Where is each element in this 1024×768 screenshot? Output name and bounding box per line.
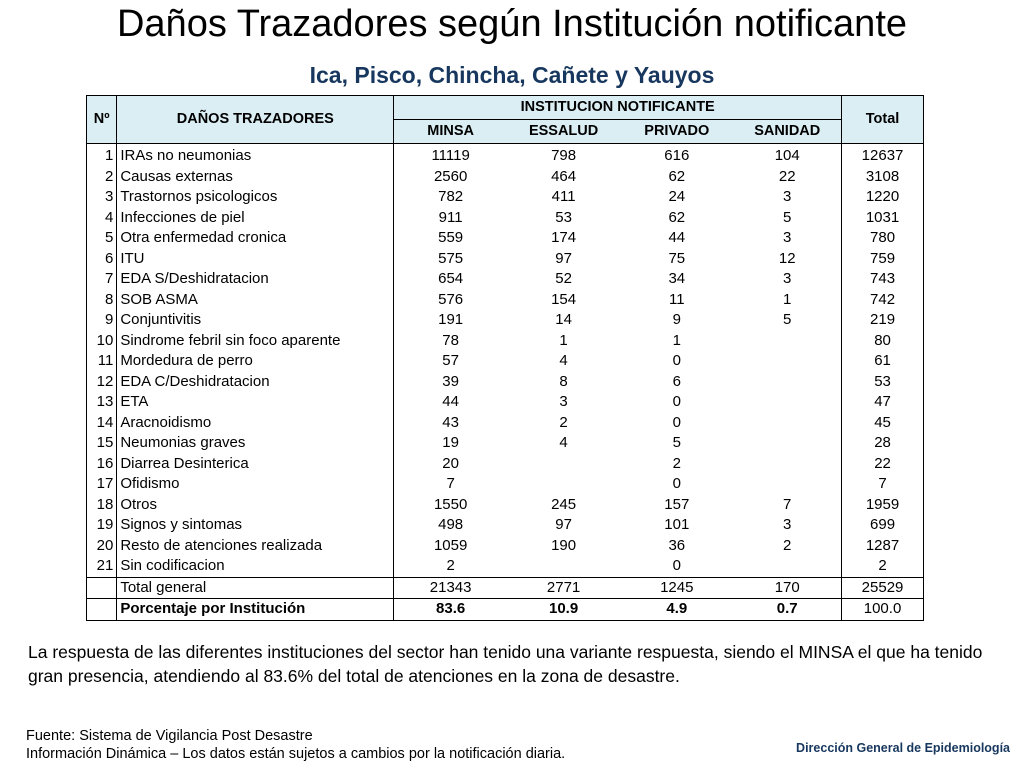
percent-total: 100.0	[842, 599, 924, 621]
total-privado: 1245	[620, 577, 733, 599]
row-name: EDA C/Deshidratacion	[117, 372, 394, 393]
row-essalud: 8	[559, 372, 568, 390]
row-privado: 0	[672, 475, 681, 492]
row-sanidad: 7	[783, 495, 792, 513]
table-row	[87, 167, 924, 188]
row-total: 3108	[842, 167, 924, 188]
row-sanidad	[733, 413, 841, 434]
percent-label: Porcentaje por Institución	[117, 599, 394, 621]
summary-paragraph: La respuesta de las diferentes instituciones del sector han tenido una variante respuesta, siendo el MINSA el que ha tenido gran presencia, atendiendo al 83.6% del total de atenciones en la zona de desastre.	[28, 642, 983, 686]
row-name: Neumonias graves	[117, 433, 394, 454]
percent-num-cell	[87, 599, 117, 621]
row-minsa: 2560	[433, 167, 468, 185]
percent-essalud: 10.9	[507, 599, 620, 621]
table-row	[87, 144, 924, 167]
row-number: 21	[87, 556, 117, 577]
row-total: 1287	[842, 536, 924, 557]
row-sanidad: 3	[783, 516, 792, 533]
row-number: 8	[87, 290, 117, 311]
row-sanidad: 104	[774, 147, 800, 164]
row-minsa: 57	[442, 352, 459, 369]
row-sanidad: 3	[783, 270, 792, 287]
total-minsa: 21343	[394, 577, 507, 599]
row-minsa: 7	[446, 475, 455, 492]
row-essalud: 1	[559, 331, 568, 349]
row-minsa: 19	[442, 434, 459, 451]
table-row	[87, 249, 924, 270]
row-essalud: 411	[551, 188, 576, 205]
table-row	[87, 290, 924, 311]
row-number: 6	[87, 249, 117, 270]
percent-row	[87, 599, 924, 621]
row-name: Sin codificacion	[117, 556, 394, 577]
row-privado: 5	[672, 434, 681, 451]
row-total: 45	[842, 413, 924, 434]
row-sanidad: 3	[783, 229, 792, 246]
row-name: Mordedura de perro	[117, 351, 394, 372]
source-note	[26, 727, 565, 763]
row-number: 14	[87, 413, 117, 434]
total-general-row	[87, 577, 924, 599]
table-row	[87, 495, 924, 516]
row-minsa: 576	[438, 290, 464, 308]
row-minsa: 39	[442, 372, 459, 390]
row-essalud: 14	[555, 311, 572, 328]
row-total: 53	[842, 372, 924, 393]
row-total: 699	[842, 515, 924, 536]
row-number: 10	[87, 331, 117, 352]
header-num: Nº	[87, 96, 117, 144]
danos-table	[86, 95, 924, 621]
page-title: Daños Trazadores según Institución notificante	[116, 3, 908, 45]
header-total: Total	[842, 96, 924, 144]
row-name: Aracnoidismo	[117, 413, 394, 434]
table-row	[87, 208, 924, 229]
row-total: 780	[842, 228, 924, 249]
header-name: DAÑOS TRAZADORES	[117, 96, 394, 144]
row-minsa: 44	[442, 393, 459, 410]
row-essalud: 154	[551, 290, 577, 308]
row-minsa: 1550	[433, 495, 468, 513]
row-name: Signos y sintomas	[117, 515, 394, 536]
row-name: Resto de atenciones realizada	[117, 536, 394, 557]
header-essalud: ESSALUD	[507, 120, 620, 144]
total-sanidad: 170	[733, 577, 841, 599]
row-sanidad: 1	[783, 290, 792, 308]
row-number: 18	[87, 495, 117, 516]
row-name: ITU	[117, 249, 394, 270]
row-total: 28	[842, 433, 924, 454]
row-number: 20	[87, 536, 117, 557]
table-row	[87, 269, 924, 290]
row-privado: 75	[668, 249, 686, 267]
row-name: Otros	[117, 495, 394, 516]
organization-name: Dirección General de Epidemiología	[796, 741, 1010, 755]
row-minsa: 11119	[431, 147, 470, 164]
row-privado: 1	[672, 331, 681, 349]
row-sanidad	[733, 556, 841, 577]
row-essalud: 97	[555, 249, 572, 267]
row-essalud: 190	[551, 536, 577, 554]
row-essalud: 464	[551, 167, 577, 185]
row-total: 61	[842, 351, 924, 372]
row-essalud: 2	[559, 413, 568, 431]
row-total: 1031	[842, 208, 924, 229]
row-name: Ofidismo	[117, 474, 394, 495]
percent-sanidad: 0.7	[733, 599, 841, 621]
row-sanidad	[733, 372, 841, 393]
row-privado: 34	[668, 270, 686, 287]
page-subtitle: Ica, Pisco, Chincha, Cañete y Yauyos	[309, 62, 715, 88]
row-total: 1220	[842, 187, 924, 208]
table-row	[87, 351, 924, 372]
row-minsa: 654	[438, 270, 464, 287]
row-essalud	[507, 556, 620, 577]
row-number: 4	[87, 208, 117, 229]
row-name: Otra enfermedad cronica	[117, 228, 394, 249]
table-row	[87, 392, 924, 413]
table-row	[87, 413, 924, 434]
table-row	[87, 474, 924, 495]
row-minsa: 575	[438, 249, 464, 267]
row-minsa: 2	[394, 556, 507, 577]
row-privado: 101	[664, 516, 690, 533]
table-row	[87, 536, 924, 557]
row-minsa: 911	[438, 208, 463, 226]
row-sanidad: 22	[778, 167, 796, 185]
row-privado: 62	[668, 167, 686, 185]
row-number: 3	[87, 187, 117, 208]
row-name: ETA	[117, 392, 394, 413]
table-row	[87, 515, 924, 536]
row-essalud: 4	[559, 434, 568, 451]
row-privado: 0	[672, 413, 681, 431]
row-minsa: 78	[442, 331, 459, 349]
row-name: Infecciones de piel	[117, 208, 394, 229]
row-essalud: 53	[555, 208, 572, 226]
row-name: Causas externas	[117, 167, 394, 188]
row-name: SOB ASMA	[117, 290, 394, 311]
table-row	[87, 556, 924, 577]
row-minsa: 782	[438, 188, 464, 205]
row-essalud: 174	[551, 229, 577, 246]
row-minsa: 498	[438, 516, 464, 533]
row-privado: 62	[668, 208, 686, 226]
table-row	[87, 310, 924, 331]
row-name: EDA S/Deshidratacion	[117, 269, 394, 290]
row-essalud: 52	[555, 270, 572, 287]
total-num-cell	[87, 577, 117, 599]
total-essalud: 2771	[507, 577, 620, 599]
row-privado: 9	[672, 311, 681, 328]
row-privado: 157	[664, 495, 690, 513]
table-body	[87, 144, 924, 621]
row-total: 219	[842, 310, 924, 331]
row-total: 742	[842, 290, 924, 311]
row-sanidad: 3	[783, 188, 792, 205]
row-name: Diarrea Desinterica	[117, 454, 394, 475]
row-privado: 24	[668, 188, 686, 205]
row-number: 17	[87, 474, 117, 495]
row-minsa: 43	[442, 413, 459, 431]
row-total: 47	[842, 392, 924, 413]
row-number: 5	[87, 228, 117, 249]
row-privado: 2	[672, 454, 681, 472]
row-privado: 11	[669, 290, 685, 308]
row-sanidad	[733, 474, 841, 495]
row-name: Trastornos psicologicos	[117, 187, 394, 208]
row-sanidad: 12	[778, 249, 796, 267]
header-sanidad: SANIDAD	[733, 120, 841, 144]
table-row	[87, 433, 924, 454]
row-essalud	[507, 454, 620, 475]
row-essalud: 4	[559, 352, 568, 369]
row-essalud: 798	[551, 147, 577, 164]
header-minsa: MINSA	[394, 120, 507, 144]
row-sanidad	[733, 433, 841, 454]
row-name: IRAs no neumonias	[117, 144, 394, 167]
row-name: Sindrome febril sin foco aparente	[117, 331, 394, 352]
header-privado: PRIVADO	[620, 120, 733, 144]
row-number: 9	[87, 310, 117, 331]
row-privado: 6	[672, 372, 681, 390]
row-privado: 0	[672, 393, 681, 410]
row-essalud: 97	[555, 516, 572, 533]
row-total: 743	[842, 269, 924, 290]
percent-privado: 4.9	[620, 599, 733, 621]
source-line-2: Información Dinámica – Los datos están sujetos a cambios por la notificación diaria.	[26, 746, 566, 762]
row-sanidad	[733, 351, 841, 372]
row-number: 13	[87, 392, 117, 413]
row-number: 11	[87, 351, 117, 372]
table-row	[87, 331, 924, 352]
row-minsa: 1059	[433, 536, 468, 554]
header-institucion-group: INSTITUCION NOTIFICANTE	[394, 96, 842, 120]
table-row	[87, 454, 924, 475]
row-total: 12637	[842, 144, 924, 167]
table-row	[87, 372, 924, 393]
row-number: 16	[87, 454, 117, 475]
percent-minsa: 83.6	[394, 599, 507, 621]
table-row	[87, 228, 924, 249]
row-essalud	[507, 474, 620, 495]
total-total: 25529	[842, 577, 924, 599]
row-essalud: 3	[559, 393, 568, 410]
row-number: 2	[87, 167, 117, 188]
row-total: 759	[842, 249, 924, 270]
row-privado: 0	[672, 352, 681, 369]
row-total: 80	[842, 331, 924, 352]
row-total: 7	[842, 474, 924, 495]
row-total: 1959	[842, 495, 924, 516]
row-minsa: 20	[442, 454, 459, 472]
row-essalud: 245	[551, 495, 577, 513]
row-privado: 44	[668, 229, 686, 246]
total-label: Total general	[117, 577, 394, 599]
row-minsa: 191	[438, 311, 464, 328]
row-sanidad	[733, 454, 841, 475]
row-name: Conjuntivitis	[117, 310, 394, 331]
row-sanidad	[733, 331, 841, 352]
row-privado: 616	[664, 147, 690, 164]
row-number: 1	[87, 144, 117, 167]
row-total: 22	[842, 454, 924, 475]
row-number: 12	[87, 372, 117, 393]
row-number: 15	[87, 433, 117, 454]
source-line-1: Fuente: Sistema de Vigilancia Post Desastre	[26, 728, 313, 744]
row-sanidad: 5	[783, 208, 792, 226]
row-privado: 36	[668, 536, 686, 554]
row-minsa: 559	[438, 229, 464, 246]
row-sanidad: 5	[783, 311, 792, 328]
table-row	[87, 187, 924, 208]
row-sanidad: 2	[783, 536, 792, 554]
row-number: 19	[87, 515, 117, 536]
row-total: 2	[842, 556, 924, 577]
row-number: 7	[87, 269, 117, 290]
row-sanidad	[733, 392, 841, 413]
row-privado: 0	[620, 556, 733, 577]
